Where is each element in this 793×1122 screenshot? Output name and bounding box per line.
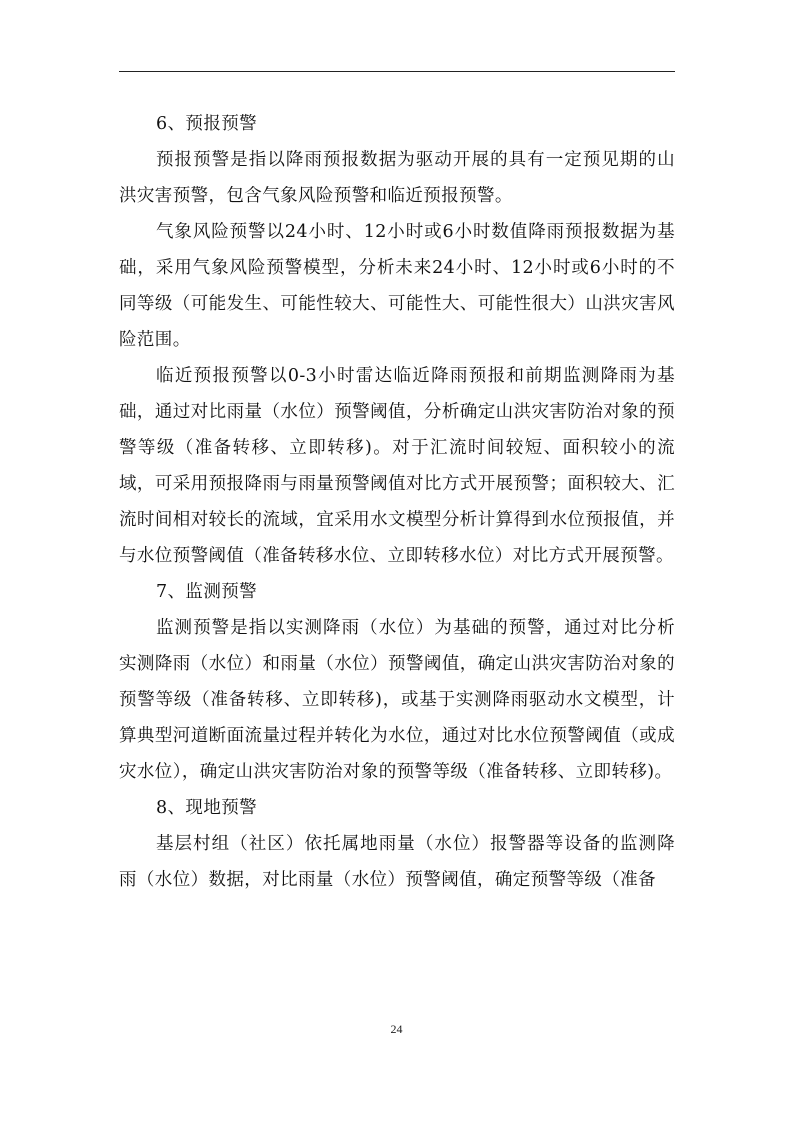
header-rule bbox=[119, 71, 675, 72]
paragraph: 气象风险预警以24小时、12小时或6小时数值降雨预报数据为基础，采用气象风险预警模型，分析未来24小时、12小时或6小时的不同等级（可能发生、可能性较大、可能性大、可能性很大）山洪灾害风险范围。 bbox=[119, 222, 675, 350]
paragraph: 基层村组（社区）依托属地雨量（水位）报警器等设备的监测降雨（水位）数据，对比雨量（水位）预警阈值，确定预警等级（准备 bbox=[119, 834, 675, 890]
section-heading: 7、监测预警 bbox=[156, 582, 258, 602]
paragraph: 监测预警是指以实测降雨（水位）为基础的预警，通过对比分析实测降雨（水位）和雨量（水位）预警阈值，确定山洪灾害防治对象的预警等级（准备转移、立即转移)，或基于实测降雨驱动水文模型，计算典型河道断面流量过程并转化为水位，通过对比水位预警阈值（或成灾水位），确定山洪灾害防治对象的预警等级（准备转移、立即转移)。 bbox=[119, 618, 675, 782]
section-forecast-warning bbox=[119, 106, 675, 574]
section-heading: 6、预报预警 bbox=[156, 114, 258, 134]
section-onsite-warning bbox=[119, 790, 675, 898]
section-monitoring-warning bbox=[119, 574, 675, 790]
paragraph: 临近预报预警以0-3小时雷达临近降雨预报和前期监测降雨为基础，通过对比雨量（水位）预警阈值，分析确定山洪灾害防治对象的预警等级（准备转移、立即转移)。对于汇流时间较短、面积较小的流域，可采用预报降雨与雨量预警阈值对比方式开展预警；面积较大、汇流时间相对较长的流域，宜采用水文模型分析计算得到水位预报值，并与水位预警阈值（准备转移水位、立即转移水位）对比方式开展预警。 bbox=[119, 366, 675, 566]
document-body bbox=[119, 106, 675, 898]
paragraph: 预报预警是指以降雨预报数据为驱动开展的具有一定预见期的山洪灾害预警，包含气象风险预警和临近预报预警。 bbox=[119, 150, 675, 206]
page-number: 24 bbox=[390, 1022, 403, 1036]
section-heading: 8、现地预警 bbox=[156, 798, 258, 818]
